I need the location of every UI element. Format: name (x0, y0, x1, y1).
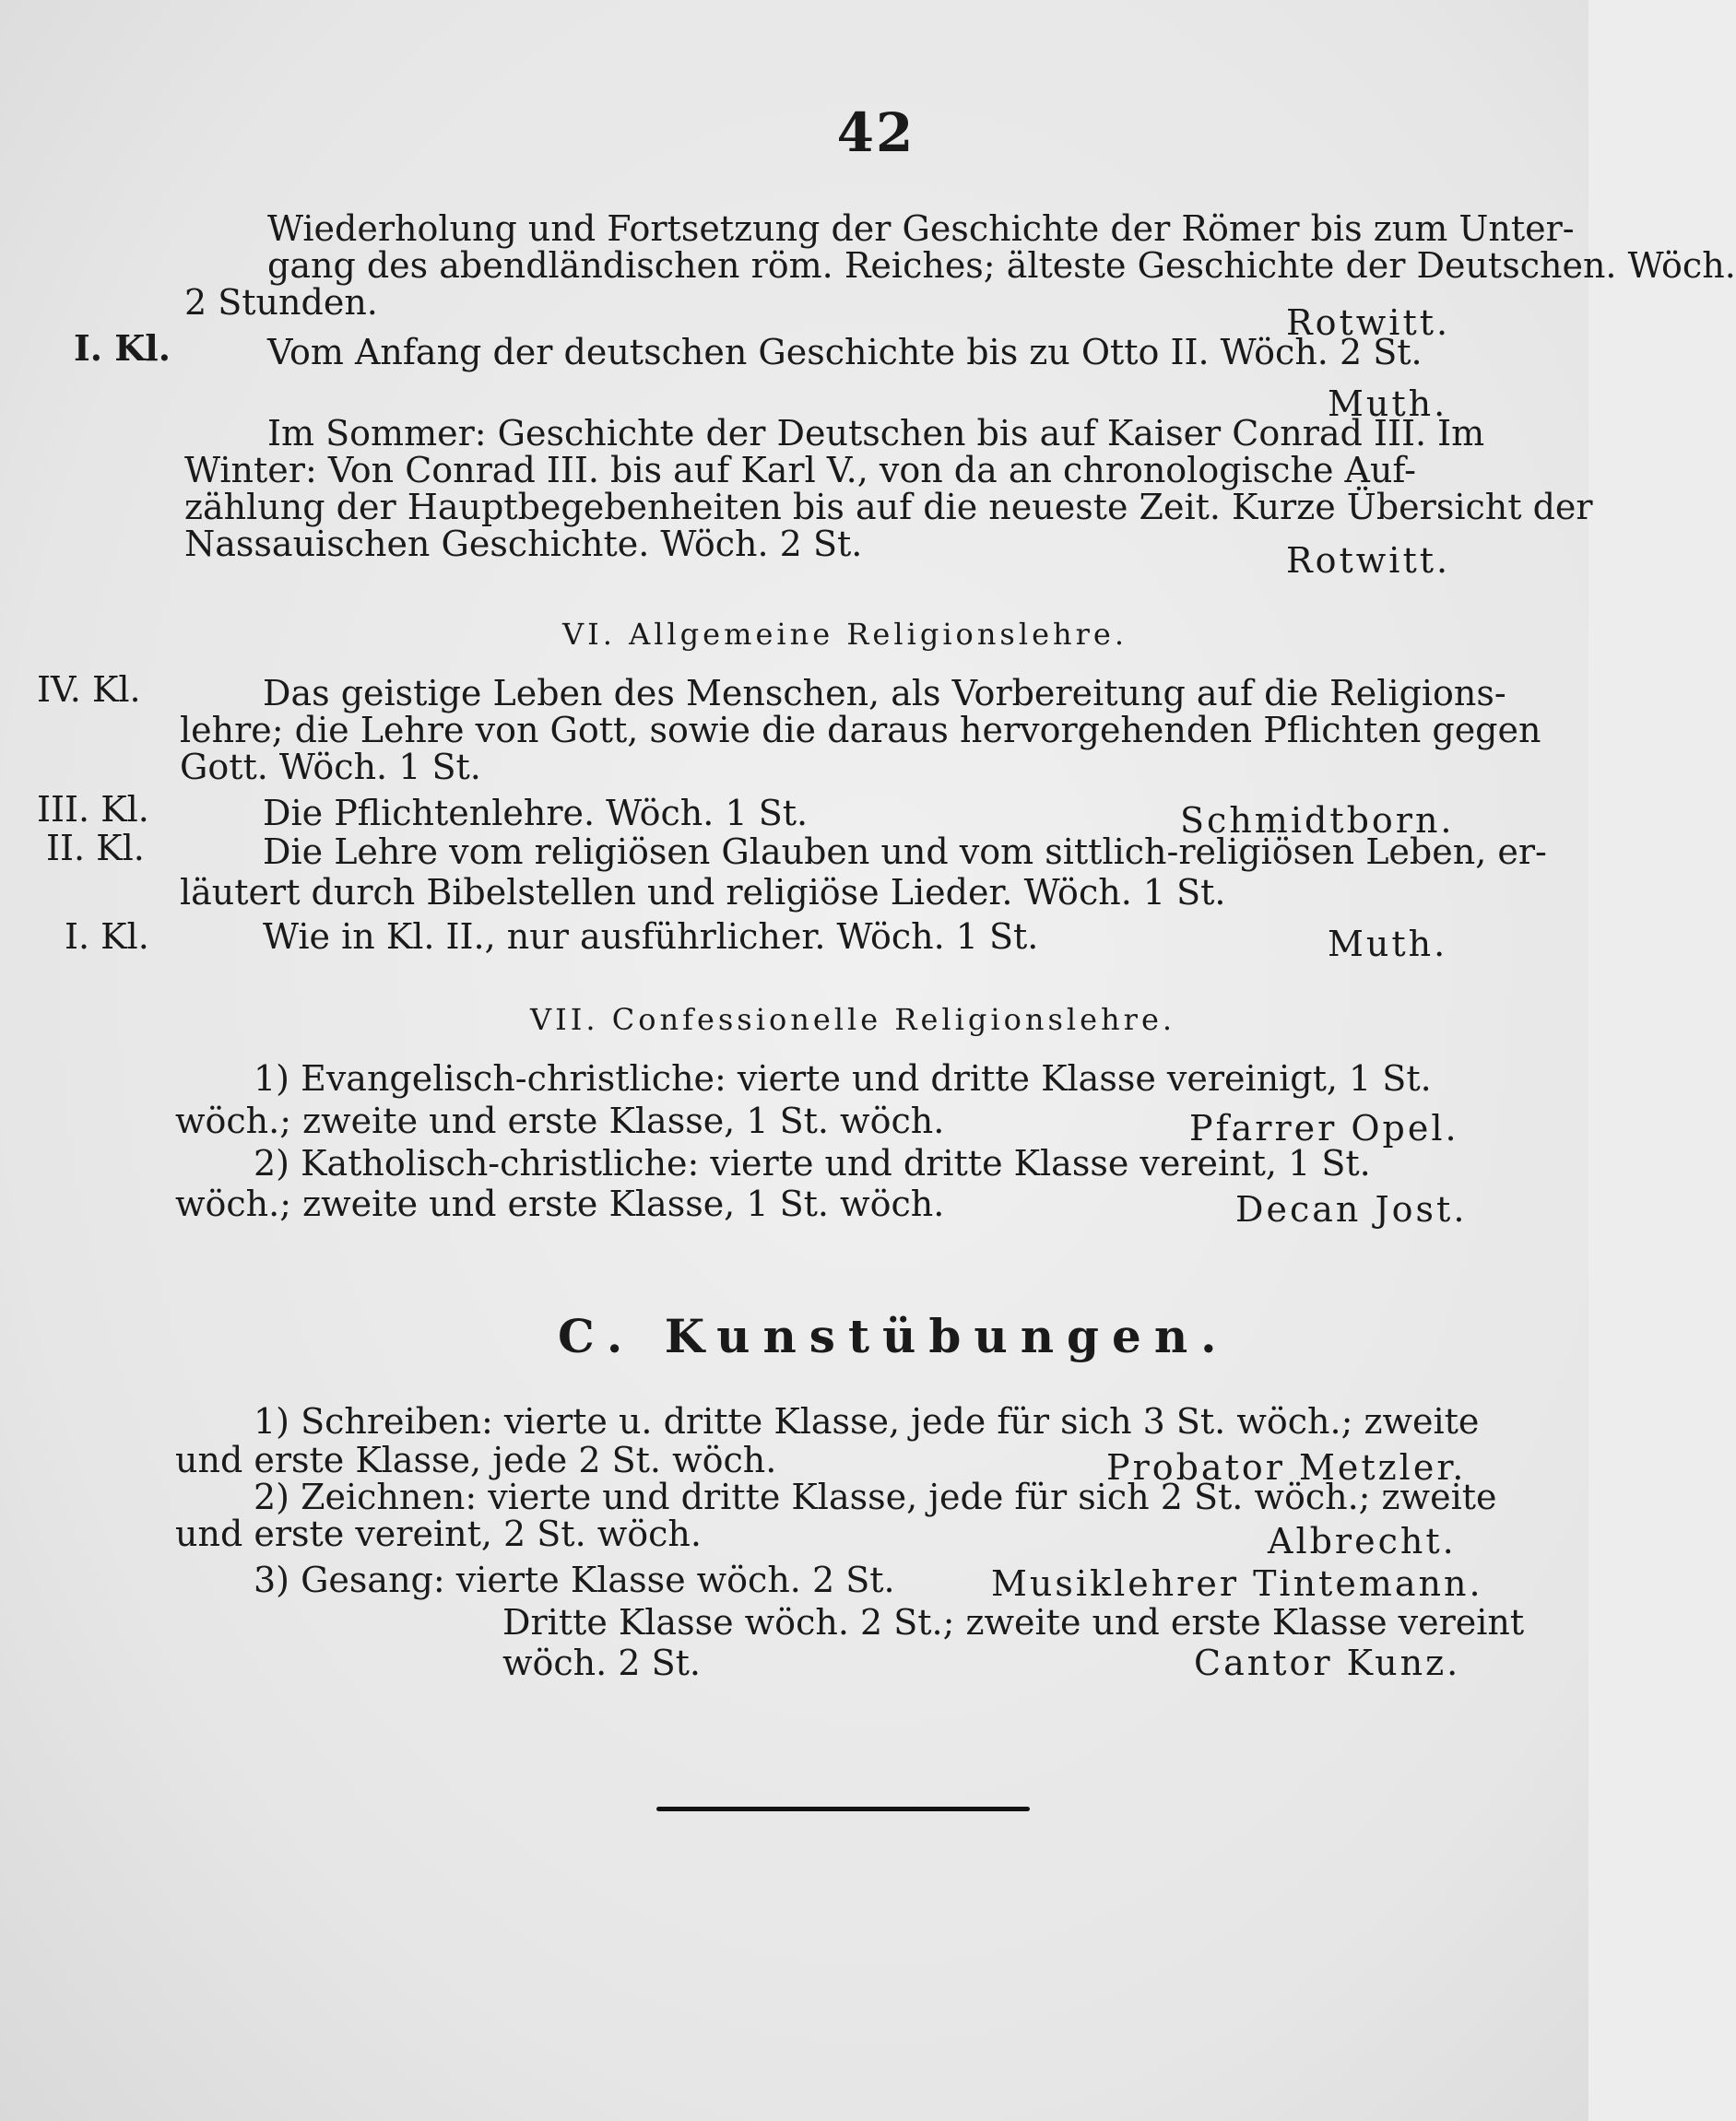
text-line: und erste Klasse, jede 2 St. wöch. (175, 1440, 777, 1480)
text-line: gang des abendländischen röm. Reiches; älteste Geschichte der Deutschen. Wöch. (267, 245, 1736, 286)
text-line: 2) Zeichnen: vierte und dritte Klasse, jede für sich 2 St. wöch.; zweite (254, 1477, 1497, 1517)
text-line: Wiederholung und Fortsetzung der Geschichte der Römer bis zum Unter- (267, 208, 1575, 249)
text-line: lehre; die Lehre von Gott, sowie die daraus hervorgehenden Pflichten gegen (180, 710, 1541, 750)
class-label: I. Kl. (74, 327, 171, 369)
text-line: wöch.; zweite und erste Klasse, 1 St. wöch. (175, 1101, 945, 1141)
teacher-name: Probator Metzler. (1106, 1447, 1467, 1488)
teacher-name: Muth. (1328, 924, 1448, 964)
teacher-name: Pfarrer Opel. (1189, 1108, 1459, 1149)
class-label: III. Kl. (37, 789, 149, 830)
teacher-name: Cantor Kunz. (1194, 1643, 1461, 1683)
text-line: 2) Katholisch-christliche: vierte und dritte Klasse vereint, 1 St. (254, 1143, 1371, 1184)
text-line: 1) Evangelisch-christliche: vierte und dritte Klasse vereinigt, 1 St. (254, 1058, 1432, 1099)
teacher-name: Schmidtborn. (1180, 800, 1455, 841)
section-heading: VII. Confessionelle Religionslehre. (530, 1002, 1176, 1037)
class-label: IV. Kl. (37, 669, 141, 710)
text-line: Im Sommer: Geschichte der Deutschen bis auf Kaiser Conrad III. Im (267, 413, 1485, 454)
teacher-name: Rotwitt. (1286, 302, 1451, 343)
text-line: wöch. 2 St. (502, 1643, 701, 1683)
section-heading: C. Kunstübungen. (558, 1309, 1230, 1363)
section-heading: VI. Allgemeine Religionslehre. (562, 617, 1128, 652)
text-line: zählung der Hauptbegebenheiten bis auf die neueste Zeit. Kurze Übersicht der (184, 487, 1593, 527)
teacher-name: Rotwitt. (1286, 540, 1451, 581)
text-line: Das geistige Leben des Menschen, als Vorbereitung auf die Religions- (263, 673, 1506, 713)
closing-rule (656, 1807, 1030, 1811)
teacher-name: Albrecht. (1268, 1521, 1457, 1561)
text-line: 2 Stunden. (184, 282, 378, 323)
teacher-name: Muth. (1328, 383, 1448, 424)
class-label: II. Kl. (46, 828, 145, 868)
text-line: Gott. Wöch. 1 St. (180, 747, 481, 787)
class-label: I. Kl. (65, 916, 149, 957)
page-number: 42 (836, 101, 915, 164)
teacher-name: Musiklehrer Tintemann. (991, 1563, 1483, 1604)
text-line: und erste vereint, 2 St. wöch. (175, 1514, 702, 1554)
text-line: wöch.; zweite und erste Klasse, 1 St. wöch. (175, 1184, 945, 1224)
text-line: Winter: Von Conrad III. bis auf Karl V., von da an chronologische Auf- (184, 450, 1416, 490)
text-line: läutert durch Bibelstellen und religiöse Lieder. Wöch. 1 St. (180, 872, 1226, 913)
text-line: Nassauischen Geschichte. Wöch. 2 St. (184, 524, 863, 564)
text-line: Die Lehre vom religiösen Glauben und vom sittlich-religiösen Leben, er- (263, 831, 1547, 872)
text-line: Dritte Klasse wöch. 2 St.; zweite und erste Klasse vereint (502, 1602, 1525, 1643)
text-line: Wie in Kl. II., nur ausführlicher. Wöch. 1 St. (263, 916, 1039, 957)
text-line: 1) Schreiben: vierte u. dritte Klasse, jede für sich 3 St. wöch.; zweite (254, 1401, 1480, 1442)
teacher-name: Decan Jost. (1235, 1189, 1468, 1230)
text-line: Vom Anfang der deutschen Geschichte bis zu Otto II. Wöch. 2 St. (267, 332, 1423, 372)
text-line: 3) Gesang: vierte Klasse wöch. 2 St. (254, 1560, 895, 1600)
text-line: Die Pflichtenlehre. Wöch. 1 St. (263, 793, 809, 833)
